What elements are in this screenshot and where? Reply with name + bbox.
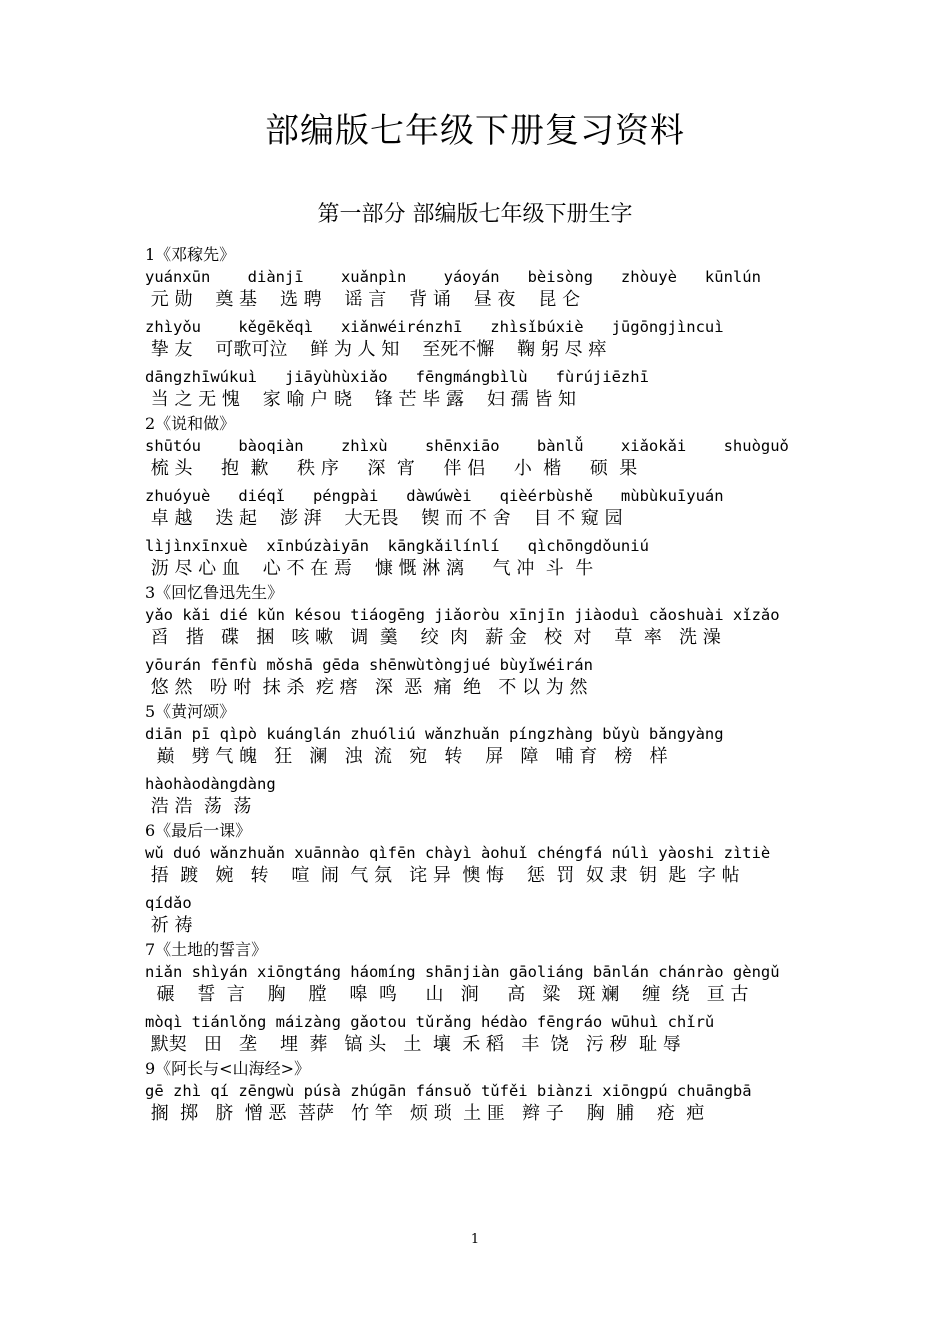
vocab-row: [145, 962, 845, 1007]
hanzi-line: 祈 祷: [145, 915, 193, 936]
lesson-section: [145, 938, 845, 1057]
vocab-row: [145, 1081, 845, 1126]
hanzi-line: 捂 踱 婉 转 喧 闹 气 氛 诧 异 懊 悔 惩 罚 奴 隶 钥 匙 字 帖: [145, 865, 740, 886]
hanzi-line: 舀 揩 碟 捆 咳 嗽 调 羹 绞 肉 薪 金 校 对 草 率 洗 澡: [145, 627, 721, 648]
hanzi-line: 梳 头 抱 歉 秩 序 深 宵 伴 侣 小 楷 硕 果: [145, 458, 638, 479]
page-number: 1: [470, 1232, 480, 1247]
pinyin-line: yōurán fēnfù mǒshā gēda shēnwùtòngjué bùyǐwéirán: [145, 656, 593, 674]
pinyin-line: shūtóu bàoqiàn zhìxù shēnxiāo bànlǚ xiǎokǎi shuòguǒ: [145, 437, 789, 455]
pinyin-line: hàohàodàngdàng: [145, 775, 276, 793]
lesson-section: [145, 700, 845, 819]
hanzi-line: 巅 劈 气 魄 狂 澜 浊 流 宛 转 屏 障 哺 育 榜 样: [145, 746, 668, 767]
pinyin-line: gē zhì qí zēngwù púsà zhúgān fánsuǒ tǔfěi biànzi xiōngpú chuāngbā: [145, 1082, 752, 1100]
hanzi-line: 卓 越 迭 起 澎 湃 大无畏 锲 而 不 舍 目 不 窥 园: [145, 508, 623, 529]
lesson-heading: 9《阿长与<山海经>》: [145, 1059, 310, 1078]
lesson-heading: 7《土地的誓言》: [145, 940, 268, 959]
pinyin-line: wǔ duó wǎnzhuǎn xuānnào qìfēn chàyì àohuǐ chéngfá núlì yàoshi zìtiè: [145, 844, 771, 862]
vocab-row: [145, 267, 845, 312]
vocab-row: [145, 367, 845, 412]
pinyin-line: qídǎo: [145, 894, 192, 912]
document-title: 部编版七年级下册复习资料: [265, 111, 685, 151]
lesson-heading: 1《邓稼先》: [145, 245, 236, 264]
hanzi-line: 碾 誓 言 胸 膛 嗥 鸣 山 涧 高 粱 斑 斓 缠 绕 亘 古: [145, 984, 749, 1005]
pinyin-line: yǎo kǎi dié kǔn késou tiáogēng jiǎoròu xīnjīn jiàoduì cǎoshuài xǐzǎo: [145, 606, 780, 624]
lesson-heading: 5《黄河颂》: [145, 702, 236, 721]
lesson-heading: 6《最后一课》: [145, 821, 252, 840]
lesson-section: [145, 412, 845, 581]
lesson-heading: 2《说和做》: [145, 414, 236, 433]
lesson-section: [145, 581, 845, 700]
vocab-row: [145, 843, 845, 888]
pinyin-line: yuánxūn diànjī xuǎnpìn yáoyán bèisòng zhòuyè kūnlún: [145, 268, 761, 286]
pinyin-line: niǎn shìyán xiōngtáng háomíng shānjiàn gāoliáng bānlán chánrào gèngǔ: [145, 963, 780, 981]
pinyin-line: zhuóyuè diéqǐ péngpài dàwúwèi qièérbùshě mùbùkuīyuán: [145, 487, 724, 505]
vocab-row: [145, 436, 845, 481]
pinyin-line: zhìyǒu kěgēkěqì xiǎnwéirénzhī zhìsǐbúxiè jūgōngjìncuì: [145, 318, 724, 336]
lesson-heading: 3《回忆鲁迅先生》: [145, 583, 284, 602]
part-title: 第一部分 部编版七年级下册生字: [317, 202, 633, 227]
hanzi-line: 挚 友 可歌可泣 鲜 为 人 知 至死不懈 鞠 躬 尽 瘁: [145, 339, 607, 360]
hanzi-line: 悠 然 吩 咐 抹 杀 疙 瘩 深 恶 痛 绝 不 以 为 然: [145, 677, 588, 698]
vocab-row: [145, 1012, 845, 1057]
pinyin-line: lìjìnxīnxuè xīnbúzàiyān kāngkǎilínlí qìchōngdǒuniú: [145, 537, 649, 555]
vocab-row: [145, 655, 845, 700]
hanzi-line: 默契 田 垄 埋 葬 镐 头 土 壤 禾 稻 丰 饶 污 秽 耻 辱: [145, 1034, 681, 1055]
vocab-row: [145, 724, 845, 769]
pinyin-line: dāngzhīwúkuì jiāyùhùxiǎo fēngmángbìlù fùrújiēzhī: [145, 368, 649, 386]
hanzi-line: 浩 浩 荡 荡: [145, 796, 252, 817]
hanzi-line: 搁 掷 脐 憎 恶 菩萨 竹 竿 烦 琐 土 匪 辫 子 胸 脯 疮 疤: [145, 1103, 705, 1124]
vocab-row: [145, 536, 845, 581]
vocab-row: [145, 317, 845, 362]
hanzi-line: 元 勋 奠 基 选 聘 谣 言 背 诵 昼 夜 昆 仑: [145, 289, 581, 310]
pinyin-line: diān pī qìpò kuánglán zhuóliú wǎnzhuǎn píngzhàng bǔyù bǎngyàng: [145, 725, 724, 743]
vocab-row: [145, 486, 845, 531]
vocab-row: [145, 893, 845, 938]
hanzi-line: 当 之 无 愧 家 喻 户 晓 锋 芒 毕 露 妇 孺 皆 知: [145, 389, 577, 410]
vocab-row: [145, 774, 845, 819]
vocab-row: [145, 605, 845, 650]
lesson-section: [145, 1057, 845, 1126]
lesson-section: [145, 243, 845, 412]
hanzi-line: 沥 尽 心 血 心 不 在 焉 慷 慨 淋 漓 气 冲 斗 牛: [145, 558, 594, 579]
lesson-list: [145, 243, 845, 1126]
lesson-section: [145, 819, 845, 938]
pinyin-line: mòqì tiánlǒng máizàng gǎotou tǔrǎng hédào fēngráo wūhuì chǐrǔ: [145, 1013, 715, 1031]
